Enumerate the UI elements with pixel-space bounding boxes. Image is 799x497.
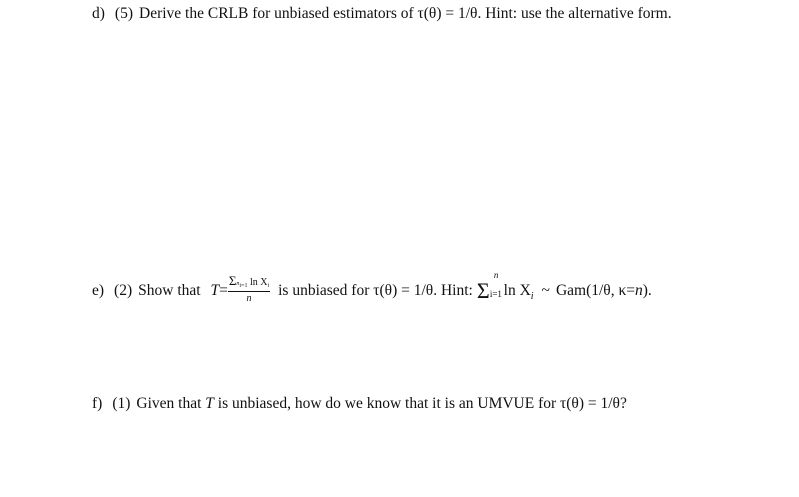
question-f-label: f) <box>92 395 103 412</box>
question-d-points: (5) <box>114 5 133 22</box>
statistic-T-f: T <box>205 395 214 412</box>
question-e-middle: is unbiased for τ(θ) = 1/θ. Hint: <box>278 281 473 299</box>
question-d-text: Derive the CRLB for unbiased estimators of τ(θ) = 1/θ. Hint: use the alternative form. <box>139 5 672 22</box>
question-e-label: e) <box>92 281 105 299</box>
fraction-sum-lower: i=1 <box>239 283 248 289</box>
question-f <box>92 396 627 412</box>
distributed-as: ~ <box>541 281 550 299</box>
hint-sigma: Σ <box>476 277 490 303</box>
statistic-fraction <box>228 274 270 305</box>
equals-sign: = <box>219 281 228 299</box>
hint-term: ln X <box>503 281 531 299</box>
question-e-show-that: Show that <box>138 281 201 299</box>
fraction-term: ln X <box>249 277 268 288</box>
distribution-close: ). <box>642 281 652 299</box>
question-e <box>92 269 652 307</box>
fraction-denominator: n <box>246 292 252 304</box>
hint-sum-upper: n <box>493 269 499 280</box>
question-d-label: d) <box>92 5 105 22</box>
distribution-n: n <box>635 281 643 299</box>
hint-sum <box>476 269 502 303</box>
hint-sum-lower: i=1 <box>489 288 502 299</box>
fraction-term-sub: i <box>267 283 270 289</box>
statistic-T: T <box>210 281 220 299</box>
question-f-given: Given that <box>136 395 202 412</box>
fraction-sigma: Σ <box>228 273 237 288</box>
fraction-sum-upper: n <box>236 281 240 287</box>
question-e-points: (2) <box>114 281 133 299</box>
question-f-points: (1) <box>112 395 131 412</box>
fraction-numerator <box>228 274 270 292</box>
distribution: Gam(1/θ, κ= <box>555 281 636 299</box>
question-f-text: is unbiased, how do we know that it is an UMVUE for τ(θ) = 1/θ? <box>217 395 627 412</box>
question-d <box>92 6 672 22</box>
hint-term-sub: i <box>530 290 534 302</box>
